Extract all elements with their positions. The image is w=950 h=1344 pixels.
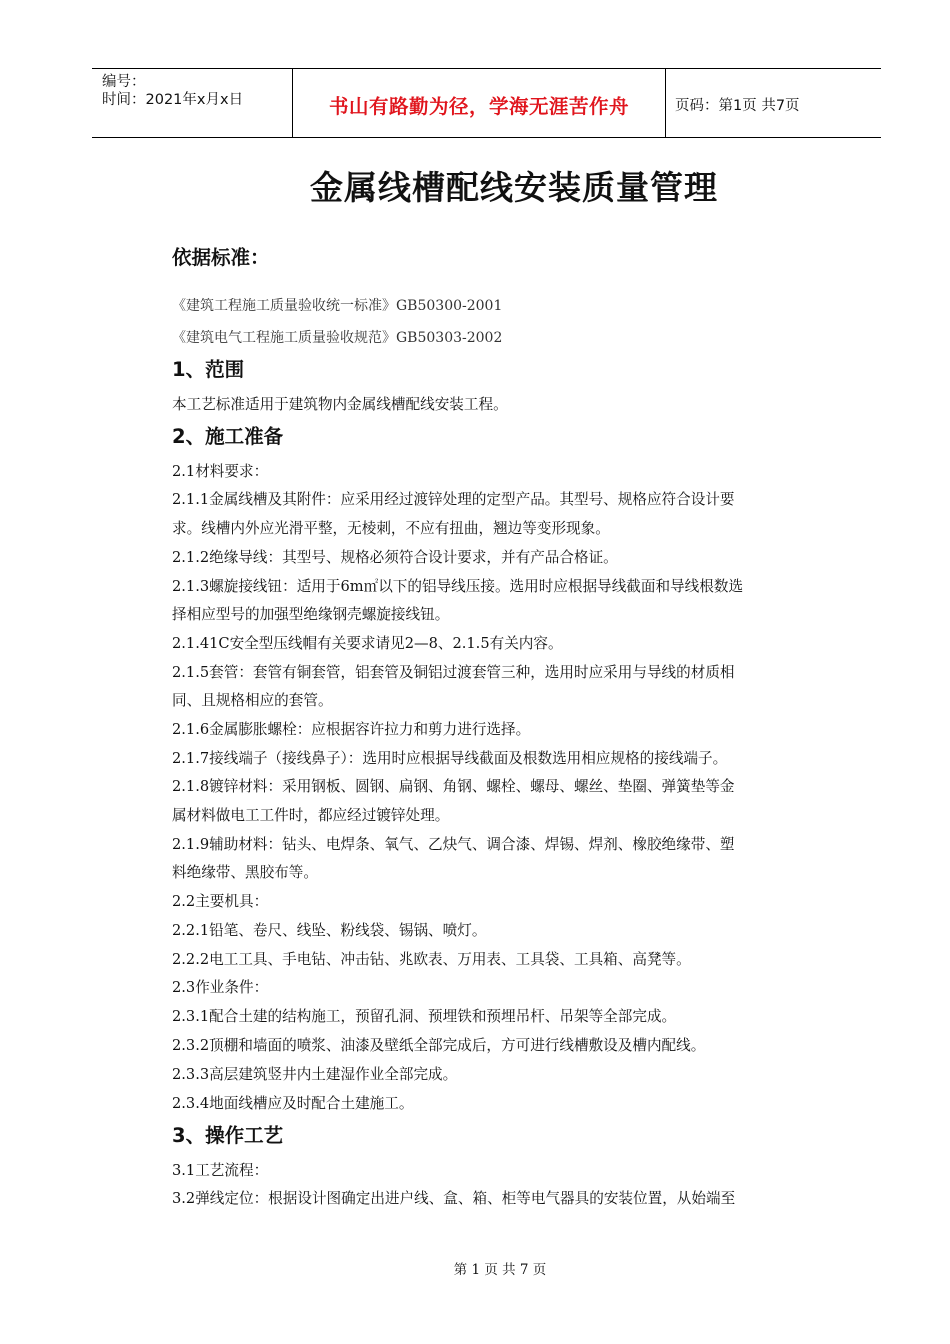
paragraph-line: 2.3.3高层建筑竖井内土建湿作业全部完成。 (172, 1066, 458, 1083)
basis-heading: 依据标准： (172, 246, 270, 269)
paragraph-line: 2.1.41C安全型压线帽有关要求请见2—8、2.1.5有关内容。 (172, 635, 563, 652)
paragraph-line: 2.1.8镀锌材料：采用钢板、圆钢、扁钢、角钢、螺栓、螺母、螺丝、垫圈、弹簧垫等金 (172, 778, 735, 795)
paragraph-line: 2.2.2电工工具、手电钻、冲击钻、兆欧表、万用表、工具袋、工具箱、高凳等。 (172, 951, 691, 968)
motto-text: 书山有路勤为径，学海无涯苦作舟 (328, 95, 629, 118)
paragraph-line: 3.2弹线定位：根据设计图确定出进户线、盒、箱、柜等电气器具的安装位置，从始端至 (172, 1190, 736, 1207)
paragraph-line: 料绝缘带、黑胶布等。 (172, 864, 318, 881)
header-motto-cell (293, 69, 666, 137)
reference-line: 《建筑工程施工质量验收统一标准》GB50300-2001 (172, 298, 503, 314)
reference-line: 《建筑电气工程施工质量验收规范》GB50303-2002 (172, 330, 503, 346)
page-info: 页码：第1页 共7页 (675, 98, 800, 114)
header-meta-cell (92, 69, 293, 137)
section-heading: 3、操作工艺 (172, 1124, 284, 1147)
document-header (92, 68, 881, 138)
paragraph-line: 2.3.4地面线槽应及时配合土建施工。 (172, 1095, 414, 1112)
serial-label: 编号： (102, 74, 146, 90)
header-page-cell (666, 69, 881, 137)
paragraph-line: 2.2主要机具： (172, 893, 269, 910)
paragraph-line: 2.1材料要求： (172, 463, 269, 480)
paragraph-line: 2.3.2顶棚和墙面的喷浆、油漆及壁纸全部完成后，方可进行线槽敷设及槽内配线。 (172, 1037, 706, 1054)
paragraph-line: 2.1.7接线端子（接线鼻子）：选用时应根据导线截面及根数选用相应规格的接线端子。 (172, 750, 728, 767)
date-label: 时间：2021年x月x日 (102, 92, 244, 108)
paragraph-line: 本工艺标准适用于建筑物内金属线槽配线安装工程。 (172, 396, 508, 413)
paragraph-line: 同、且规格相应的套管。 (172, 692, 333, 709)
paragraph-line: 求。线槽内外应光滑平整，无棱刺，不应有扭曲，翘边等变形现象。 (172, 520, 610, 537)
paragraph-line: 属材料做电工工件时，都应经过镀锌处理。 (172, 807, 450, 824)
page-footer: 第 1 页 共 7 页 (453, 1262, 547, 1278)
document-title: 金属线槽配线安装质量管理 (310, 168, 718, 207)
paragraph-line: 2.1.9辅助材料：钻头、电焊条、氧气、乙炔气、调合漆、焊锡、焊剂、橡胶绝缘带、塑 (172, 836, 735, 853)
paragraph-line: 2.3作业条件： (172, 979, 269, 996)
paragraph-line: 2.1.3螺旋接线钮：适用于6m㎡以下的铝导线压接。选用时应根据导线截面和导线根数选 (172, 578, 744, 595)
paragraph-line: 2.2.1铅笔、卷尺、线坠、粉线袋、锡锅、喷灯。 (172, 922, 487, 939)
paragraph-line: 2.1.6金属膨胀螺栓：应根据容许拉力和剪力进行选择。 (172, 721, 531, 738)
paragraph-line: 2.3.1配合土建的结构施工，预留孔洞、预埋铁和预埋吊杆、吊架等全部完成。 (172, 1008, 677, 1025)
section-heading: 1、范围 (172, 358, 245, 381)
section-heading: 2、施工准备 (172, 425, 284, 448)
paragraph-line: 2.1.2绝缘导线：其型号、规格必须符合设计要求，并有产品合格证。 (172, 549, 618, 566)
paragraph-line: 2.1.5套管：套管有铜套管，铝套管及铜铝过渡套管三种，选用时应采用与导线的材质相 (172, 664, 735, 681)
paragraph-line: 3.1工艺流程： (172, 1162, 269, 1179)
paragraph-line: 2.1.1金属线槽及其附件：应采用经过渡锌处理的定型产品。其型号、规格应符合设计要 (172, 491, 735, 508)
paragraph-line: 择相应型号的加强型绝缘钢壳螺旋接线钮。 (172, 606, 450, 623)
